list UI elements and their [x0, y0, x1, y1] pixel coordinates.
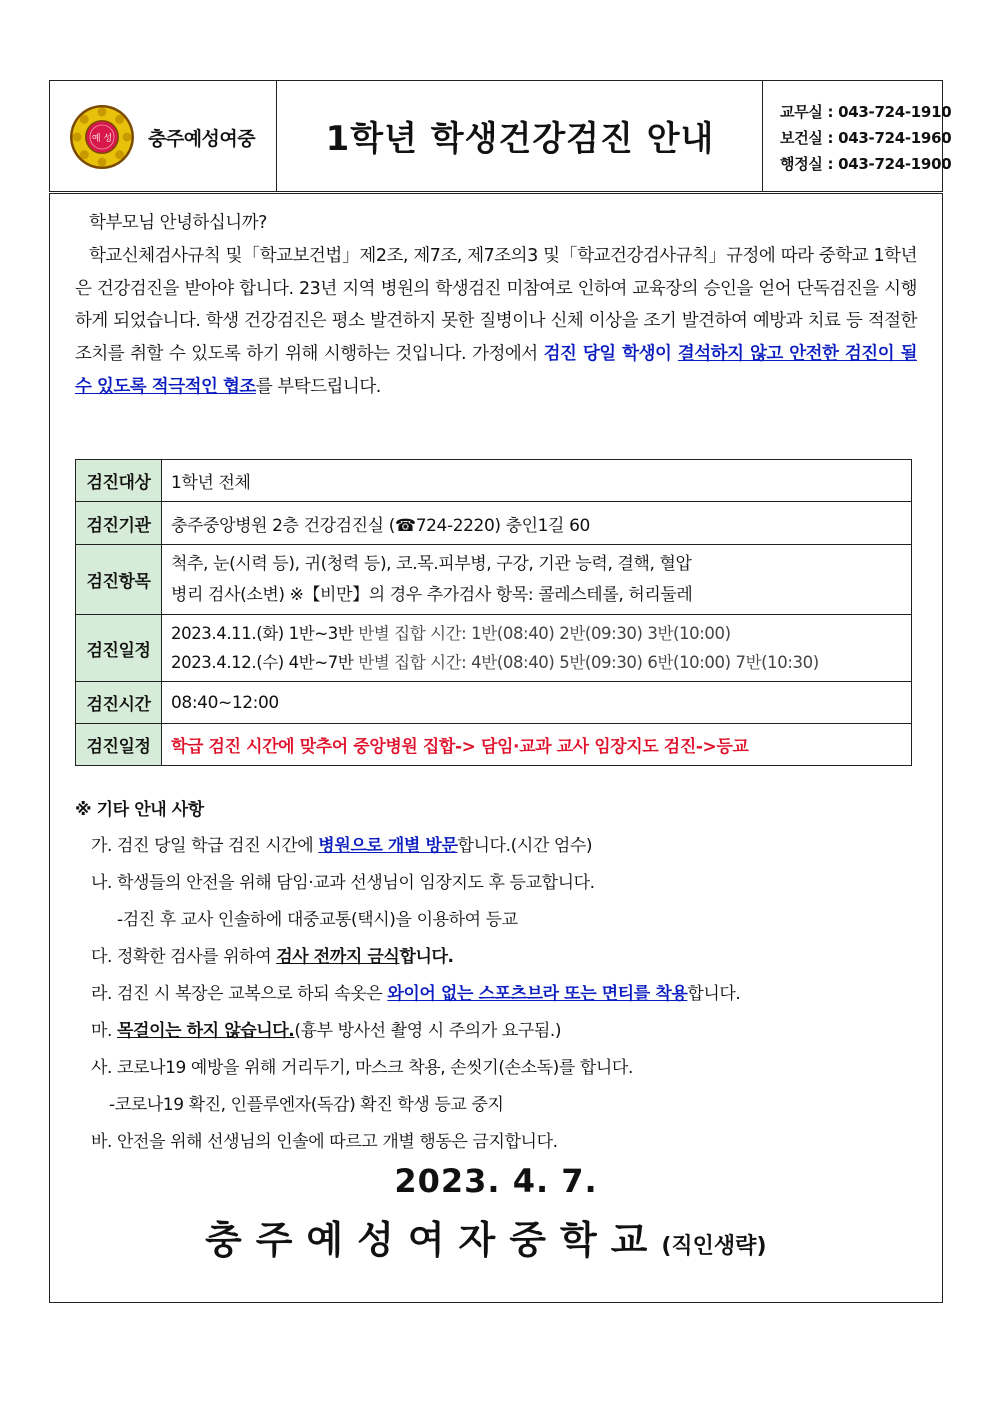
note-item: 바. 안전을 위해 선생님의 인솔에 따르고 개별 행동은 금지합니다.	[91, 1132, 558, 1152]
note-text: 가. 검진 당일 학급 검진 시간에	[91, 836, 319, 856]
row-label: 검진일정	[76, 724, 162, 766]
contact-label: 보건실	[780, 129, 823, 147]
issue-date: 2023. 4. 7.	[394, 1162, 598, 1200]
intro-text: 를 부탁드립니다.	[255, 376, 381, 397]
note-text: 마.	[91, 1021, 118, 1041]
intro-highlight-underlined: 결석하지 않고 안전한 검진이 될 수 있도록 적극적인 협조	[75, 344, 917, 397]
logo-text: 예 성	[91, 134, 113, 144]
institution-text: 724-2220) 충인1길 60	[415, 515, 590, 536]
contact-phone: 043-724-1900	[838, 155, 952, 173]
note-highlight: 목걸이는 하지 않습니다.	[117, 1021, 295, 1041]
note-highlight: 와이어 없는 스포츠브라 또는 면티를 착용	[387, 984, 688, 1004]
row-label: 검진일정	[76, 615, 162, 682]
contact-label: 행정실	[780, 155, 823, 173]
schedule-detail: 반별 집합 시간: 1반(08:40) 2반(09:30) 3반(10:00)	[358, 624, 731, 643]
intro-highlight: 검진 당일 학생이	[543, 344, 678, 365]
note-text: 합니다.	[687, 984, 741, 1004]
row-value: 08:40~12:00	[162, 682, 912, 724]
contact-item: 행정실 : 043-724-1900	[780, 155, 952, 173]
intro-section	[75, 207, 917, 404]
note-highlight: 검사 전까지 금식	[276, 947, 400, 967]
note-subitem: -검진 후 교사 인솔하에 대중교통(택시)을 이용하여 등교	[117, 910, 518, 930]
intro-text: 가정에서	[472, 344, 544, 365]
page-title: 1학년 학생건강검진 안내	[325, 119, 715, 159]
row-label: 검진기관	[76, 502, 162, 545]
header-divider	[276, 81, 277, 191]
row-label: 검진대상	[76, 460, 162, 502]
row-label: 검진시간	[76, 682, 162, 724]
note-item	[75, 976, 917, 1013]
note-item	[75, 939, 917, 976]
school-short-name: 충주예성여중	[148, 128, 256, 150]
schedule-line	[171, 648, 902, 677]
schedule-line	[171, 619, 902, 648]
note-item: 사. 코로나19 예방을 위해 거리두기, 마스크 착용, 손씻기(손소독)를 합니다.	[91, 1058, 633, 1078]
header-divider	[762, 81, 763, 191]
row-value	[162, 545, 912, 615]
note-text: 라. 검진 시 복장은 교복으로 하되 속옷은	[91, 984, 388, 1004]
items-line: 병리 검사(소변) ※【비만】의 경우 추가검사 항목: 콜레스테롤, 허리둘레	[171, 584, 693, 605]
note-text: (흉부 방사선 촬영 시 주의가 요구됨.)	[294, 1021, 562, 1041]
school-name: 충주예성여자중학교	[205, 1218, 662, 1262]
header-box	[49, 80, 952, 192]
table-row	[76, 615, 912, 682]
contact-phone: 043-724-1960	[838, 129, 952, 147]
note-text: 다. 정확한 검사를 위하여	[91, 947, 277, 967]
items-line: 척추, 눈(시력 등), 귀(청력 등), 코.목.피부병, 구강, 기관 능력, 결핵, 혈압	[171, 553, 692, 574]
contact-item: 교무실 : 043-724-1910	[780, 103, 952, 121]
contact-list	[780, 99, 951, 177]
row-value: 1학년 전체	[162, 460, 912, 502]
schedule-day: 2023.4.12.(수) 4반~7반	[171, 653, 354, 672]
note-text: 합니다.(시간 엄수)	[457, 836, 593, 856]
note-item	[75, 828, 917, 865]
schedule-day: 2023.4.11.(화) 1반~3반	[171, 624, 354, 643]
note-text: 합니다.	[399, 947, 454, 967]
institution-text: 충주중앙병원 2층 건강검진실 (	[171, 515, 395, 536]
table-row	[76, 460, 912, 502]
school-logo-icon	[68, 103, 136, 171]
notes-section	[75, 795, 917, 1161]
phone-icon: ☎	[394, 515, 416, 536]
signature-line	[205, 1209, 767, 1264]
contact-label: 교무실	[780, 103, 823, 121]
table-row	[76, 682, 912, 724]
schedule-detail: 반별 집합 시간: 4반(08:40) 5반(09:30) 6반(10:00) 7반(10:30)	[358, 653, 819, 672]
note-item: 나. 학생들의 안전을 위해 담임·교과 선생님이 임장지도 후 등교합니다.	[91, 873, 595, 893]
contact-item: 보건실 : 043-724-1960	[780, 129, 952, 147]
note-highlight: 병원으로 개별 방문	[318, 836, 458, 856]
row-value: 학급 검진 시간에 맞추어 중앙병원 집합-> 담임·교과 교사 임장지도 검진->등교	[162, 724, 912, 766]
table-row	[76, 724, 912, 766]
note-subitem: -코로나19 확진, 인플루엔자(독감) 확진 학생 등교 중지	[109, 1095, 504, 1115]
row-value	[162, 502, 912, 545]
seal-note: (직인생략)	[661, 1234, 767, 1259]
row-value	[162, 615, 912, 682]
table-row	[76, 545, 912, 615]
row-label: 검진항목	[76, 545, 162, 615]
greeting: 학부모님 안녕하십니까?	[89, 213, 267, 233]
contact-phone: 043-724-1910	[838, 103, 952, 121]
info-table	[75, 459, 912, 766]
note-item	[75, 1013, 917, 1050]
intro-paragraph	[75, 240, 917, 404]
intro-text: 학교신체검사규칙 및「학교보건법」제2조, 제7조, 제7조의3 및「학교건강검사규칙」규정에 따라 중학교 1학년은 건강검진을 받아야 합니다. 23년 지역 병원의 학생검진 미참여로 인하여 교육장의 승인을 얻어 단독검진을 시행하게 되었습니다. 학생 건강검진은 평소 발견하지 못한 질병이나 신체 이상을 조기 발견하여 예방과 치료 등 적절한 조치를 취할 수 있도록 하기 위해 시행하는 것입니다.	[75, 245, 917, 365]
table-row	[76, 502, 912, 545]
notes-title: ※ 기타 안내 사항	[75, 800, 204, 820]
